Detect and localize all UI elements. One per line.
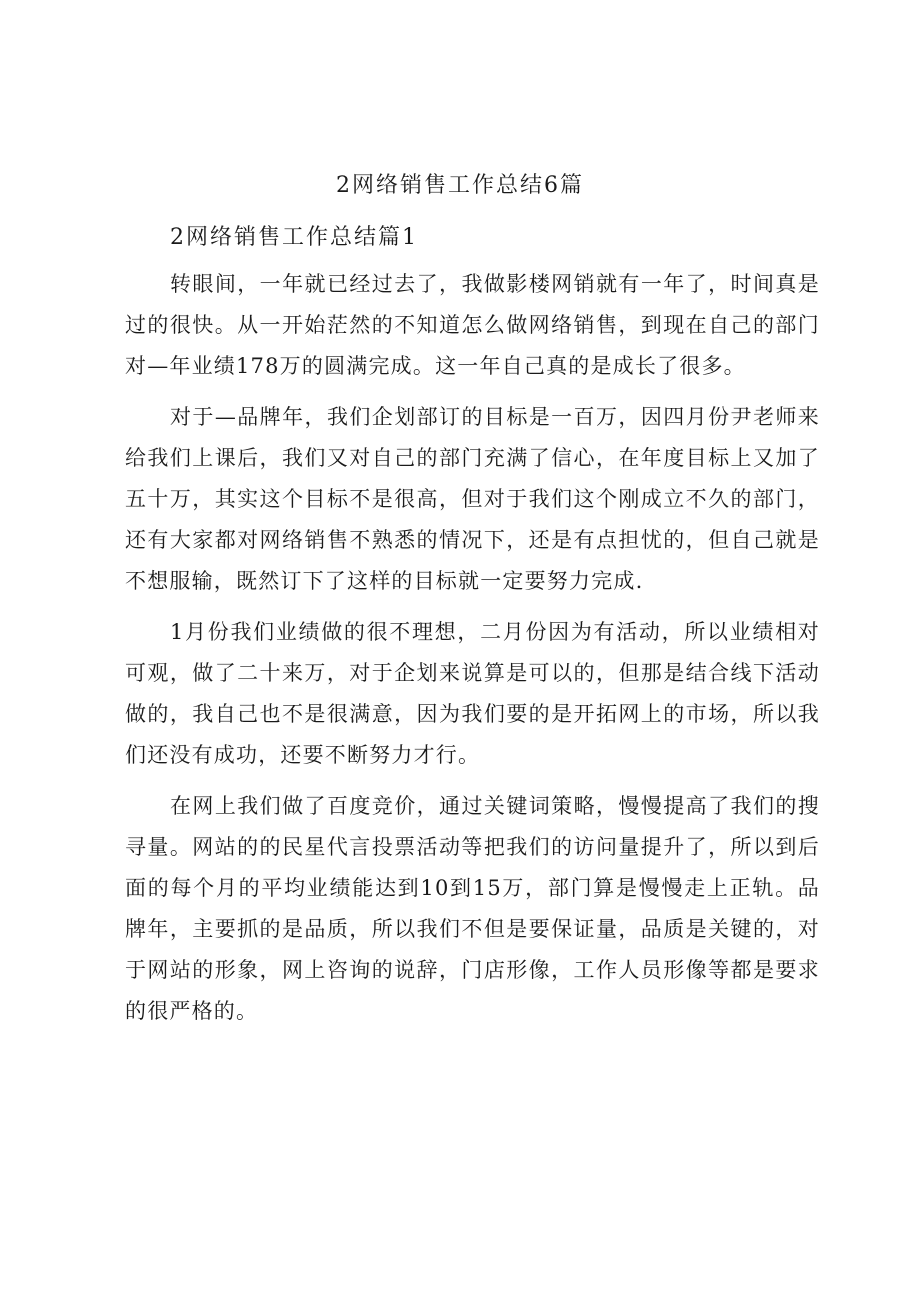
paragraph-1: 转眼间，一年就已经过去了，我做影楼网销就有一年了，时间真是过的很快。从一开始茫然的不知道怎么做网络销售，到现在自己的部门对—年业绩178万的圆满完成。这一年自己真的是成长了很多。 xyxy=(125,272,820,378)
paragraph-4: 在网上我们做了百度竞价，通过关键词策略，慢慢提高了我们的搜寻量。网站的的民星代言投票活动等把我们的访问量提升了，所以到后面的每个月的平均业绩能达到10到15万，部门算是慢慢走上正轨。品牌年，主要抓的是品质，所以我们不但是要保证量，品质是关键的，对于网站的形象，网上咨询的说辞，门店形像，工作人员形像等都是要求的很严格的。 xyxy=(125,794,820,1023)
section-heading: 2网络销售工作总结篇1 xyxy=(170,225,418,250)
document-body xyxy=(125,264,820,1042)
paragraph-2: 对于—品牌年，我们企划部订的目标是一百万，因四月份尹老师来给我们上课后，我们又对自己的部门充满了信心，在年度目标上又加了五十万，其实这个目标不是很高，但对于我们这个刚成立不久的部门，还有大家都对网络销售不熟悉的情况下，还是有点担忧的，但自己就是不想服输，既然订下了这样的目标就一定要努力完成. xyxy=(125,405,820,593)
document-title: 2网络销售工作总结6篇 xyxy=(336,173,584,198)
paragraph-3: 1月份我们业绩做的很不理想，二月份因为有活动，所以业绩相对可观，做了二十来万，对于企划来说算是可以的，但那是结合线下活动做的，我自己也不是很满意，因为我们要的是开拓网上的市场，所以我们还没有成功，还要不断努力才行。 xyxy=(125,620,820,767)
